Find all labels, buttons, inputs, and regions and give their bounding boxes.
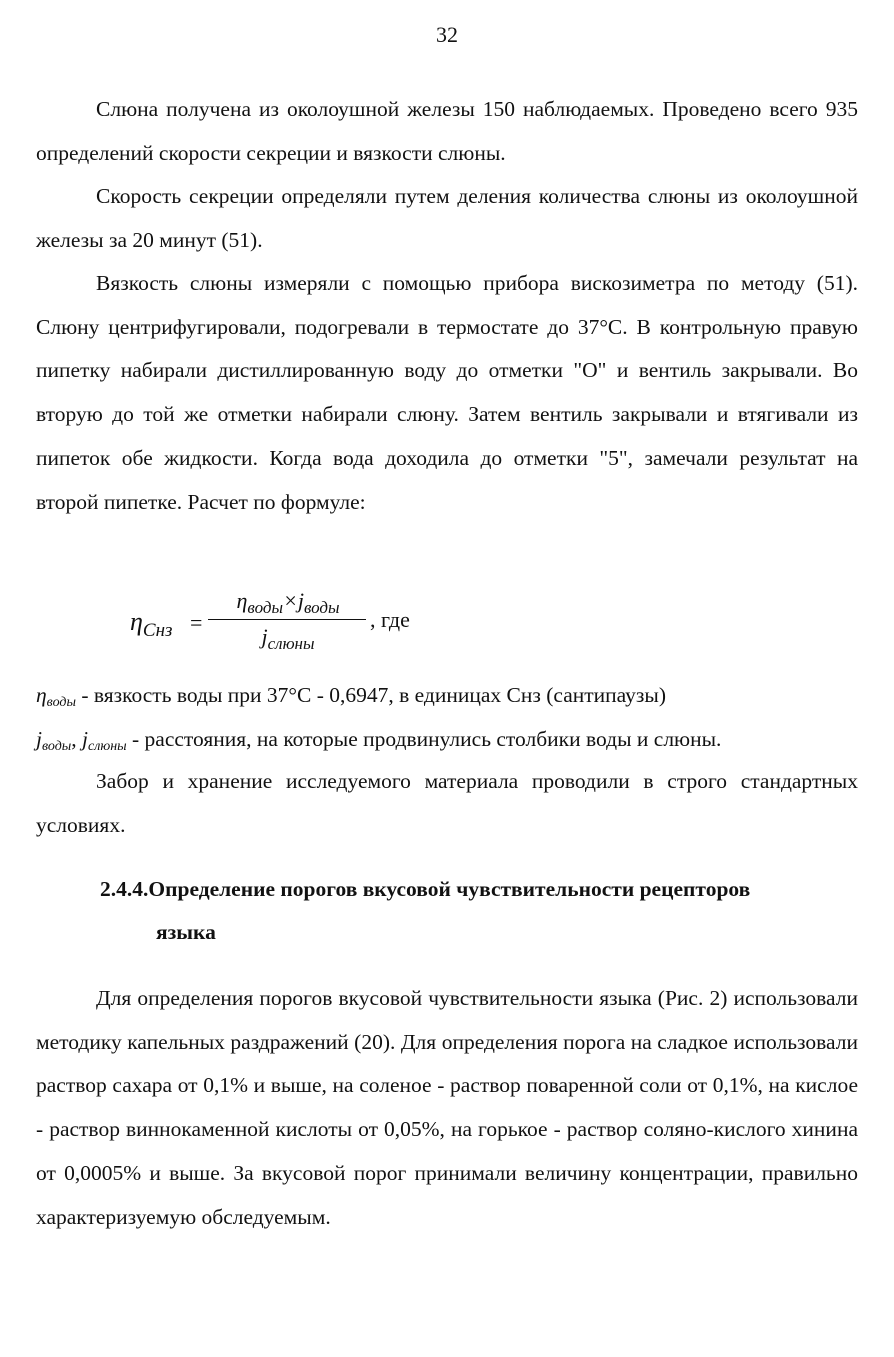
- definition-text: - вязкость воды при 37°C - 0,6947, в единицах Снз (сантипаузы): [75, 683, 666, 707]
- formula-denominator: $j_{слюны}$: [261, 624, 315, 653]
- section-heading: [100, 868, 860, 954]
- symbol-eta: $\eta_{воды}$: [36, 683, 76, 710]
- viscosity-formula: [130, 588, 550, 658]
- paragraph-viscosity-method: [36, 262, 858, 524]
- heading-line-1: 2.4.4.Определение порогов вкусовой чувствительности рецепторов: [100, 877, 751, 901]
- definition-distances: $j_{воды}$, $j_{слюны}$ - расстояния, на которые продвинулись столбики воды и слюны.: [36, 727, 722, 754]
- symbol-j-water: $j_{воды}$: [36, 727, 72, 754]
- fraction-bar: [208, 619, 366, 620]
- formula-where: , где: [370, 607, 410, 632]
- paragraph-text: Скорость секреции определяли путем деления количества слюны из околоушной железы за 20 минут (51).: [36, 184, 858, 252]
- paragraph-material-storage: [36, 760, 858, 847]
- paragraph-taste-thresholds: [36, 977, 858, 1239]
- formula-numerator: $\eta_{воды}\times j_{воды}$: [236, 588, 340, 617]
- symbol-j-saliva: $j_{слюны}$: [82, 727, 127, 754]
- paragraph-text: Слюна получена из околоушной железы 150 наблюдаемых. Проведено всего 935 определений скорости секреции и вязкости слюны.: [36, 97, 858, 165]
- paragraph-saliva-source: [36, 88, 858, 175]
- page-number: 32: [436, 22, 458, 47]
- paragraph-text: Для определения порогов вкусовой чувствительности языка (Рис. 2) использовали методику капельных раздражений (20). Для определения порога на сладкое использовали раствор сахара от 0,1% и выше, на соленое - раствор поваренной соли от 0,1%, на кислое - раствор виннокаменной кислоты от 0,05%, на горькое - раствор соляно-кислого хинина от 0,0005% и выше. За вкусовой порог принимали величину концентрации, правильно характеризуемую обследуемым.: [36, 986, 858, 1229]
- paragraph-secretion-rate: [36, 175, 858, 262]
- definition-text: - расстояния, на которые продвинулись столбики воды и слюны.: [126, 727, 722, 751]
- formula-equals: =: [190, 610, 203, 635]
- formula-lhs: $\eta_{Снз}$: [130, 607, 173, 641]
- paragraph-text: Забор и хранение исследуемого материала проводили в строго стандартных условиях.: [36, 769, 858, 837]
- heading-line-2: языка: [156, 920, 216, 944]
- paragraph-text: Вязкость слюны измеряли с помощью прибора вискозиметра по методу (51). Слюну центрифугировали, подогревали в термостате до 37°C. В контрольную правую пипетку набирали дистиллированную воду до отметки "O" и вентиль закрывали. Во вторую до той же отметки набирали слюну. Затем вентиль закрывали и втягивали из пипеток обе жидкости. Когда вода доходила до отметки "5", замечали результат на второй пипетке. Расчет по формуле:: [36, 271, 858, 514]
- definition-water-viscosity: [36, 680, 858, 718]
